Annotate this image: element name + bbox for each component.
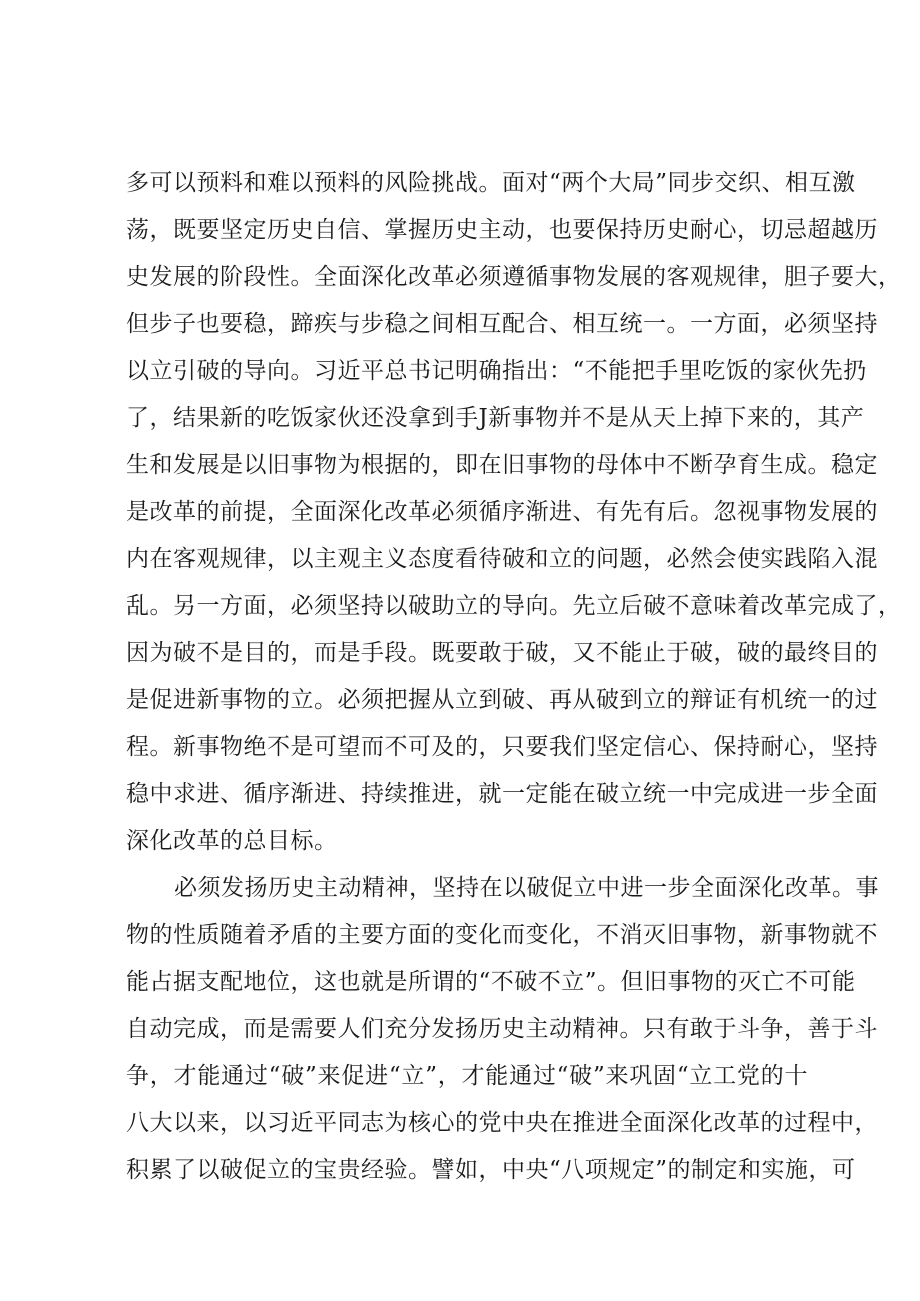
text-line: 内在客观规律，以主观主义态度看待破和立的问题，必然会使实践陷入混 xyxy=(126,546,878,572)
text-line: 史发展的阶段性。全面深化改革必须遵循事物发展的客观规律，胆子要大， xyxy=(126,264,902,290)
text-line: 以立引破的导向。习近平总书记明确指出：“不能把手里吃饭的家伙先扔 xyxy=(126,358,867,384)
text-line: 深化改革的总目标。 xyxy=(126,828,338,854)
text-line: 荡，既要坚定历史自信、掌握历史主动，也要保持历史耐心，切忌超越历 xyxy=(126,217,878,243)
text-line: 积累了以破促立的宝贵经验。譬如，中央“八项规定”的制定和实施，可 xyxy=(126,1157,856,1183)
text-line: 物的性质随着矛盾的主要方面的变化而变化，不消灭旧事物，新事物就不 xyxy=(126,922,878,948)
text-line: 程。新事物绝不是可望而不可及的，只要我们坚定信心、保持耐心，坚持 xyxy=(126,734,878,760)
text-line: 但步子也要稳，蹄疾与步稳之间相互配合、相互统一。一方面，必须坚持 xyxy=(126,311,878,337)
text-line: 生和发展是以旧事物为根据的，即在旧事物的母体中不断孕育生成。稳定 xyxy=(126,452,878,478)
text-line: 乱。另一方面，必须坚持以破助立的导向。先立后破不意味着改革完成了， xyxy=(126,593,902,619)
text-line: 能占据支配地位，这也就是所谓的“不破不立”。但旧事物的灭亡不可能 xyxy=(126,969,856,995)
text-line: 八大以来，以习近平同志为核心的党中央在推进全面深化改革的过程中， xyxy=(126,1110,878,1136)
text-line: 因为破不是目的，而是手段。既要敢于破，又不能止于破，破的最终目的 xyxy=(126,640,878,666)
text-line: 是促进新事物的立。必须把握从立到破、再从破到立的辩证有机统一的过 xyxy=(126,687,878,713)
text-line: 稳中求进、循序渐进、持续推进，就一定能在破立统一中完成进一步全面 xyxy=(126,781,878,807)
text-line: 是改革的前提，全面深化改革必须循序渐进、有先有后。忽视事物发展的 xyxy=(126,499,878,525)
text-line: 了，结果新的吃饭家伙还没拿到手J新事物并不是从天上掉下来的，其产 xyxy=(126,405,865,431)
text-line: 多可以预料和难以预料的风险挑战。面对“两个大局”同步交织、相互激 xyxy=(126,170,856,196)
text-line: 必须发扬历史主动精神，坚持在以破促立中进一步全面深化改革。事 xyxy=(174,875,879,901)
text-line: 自动完成，而是需要人们充分发扬历史主动精神。只有敢于斗争，善于斗 xyxy=(126,1016,878,1042)
text-line: 争，才能通过“破”来促进“立”，才能通过“破”来巩固“立工党的十 xyxy=(126,1063,808,1089)
